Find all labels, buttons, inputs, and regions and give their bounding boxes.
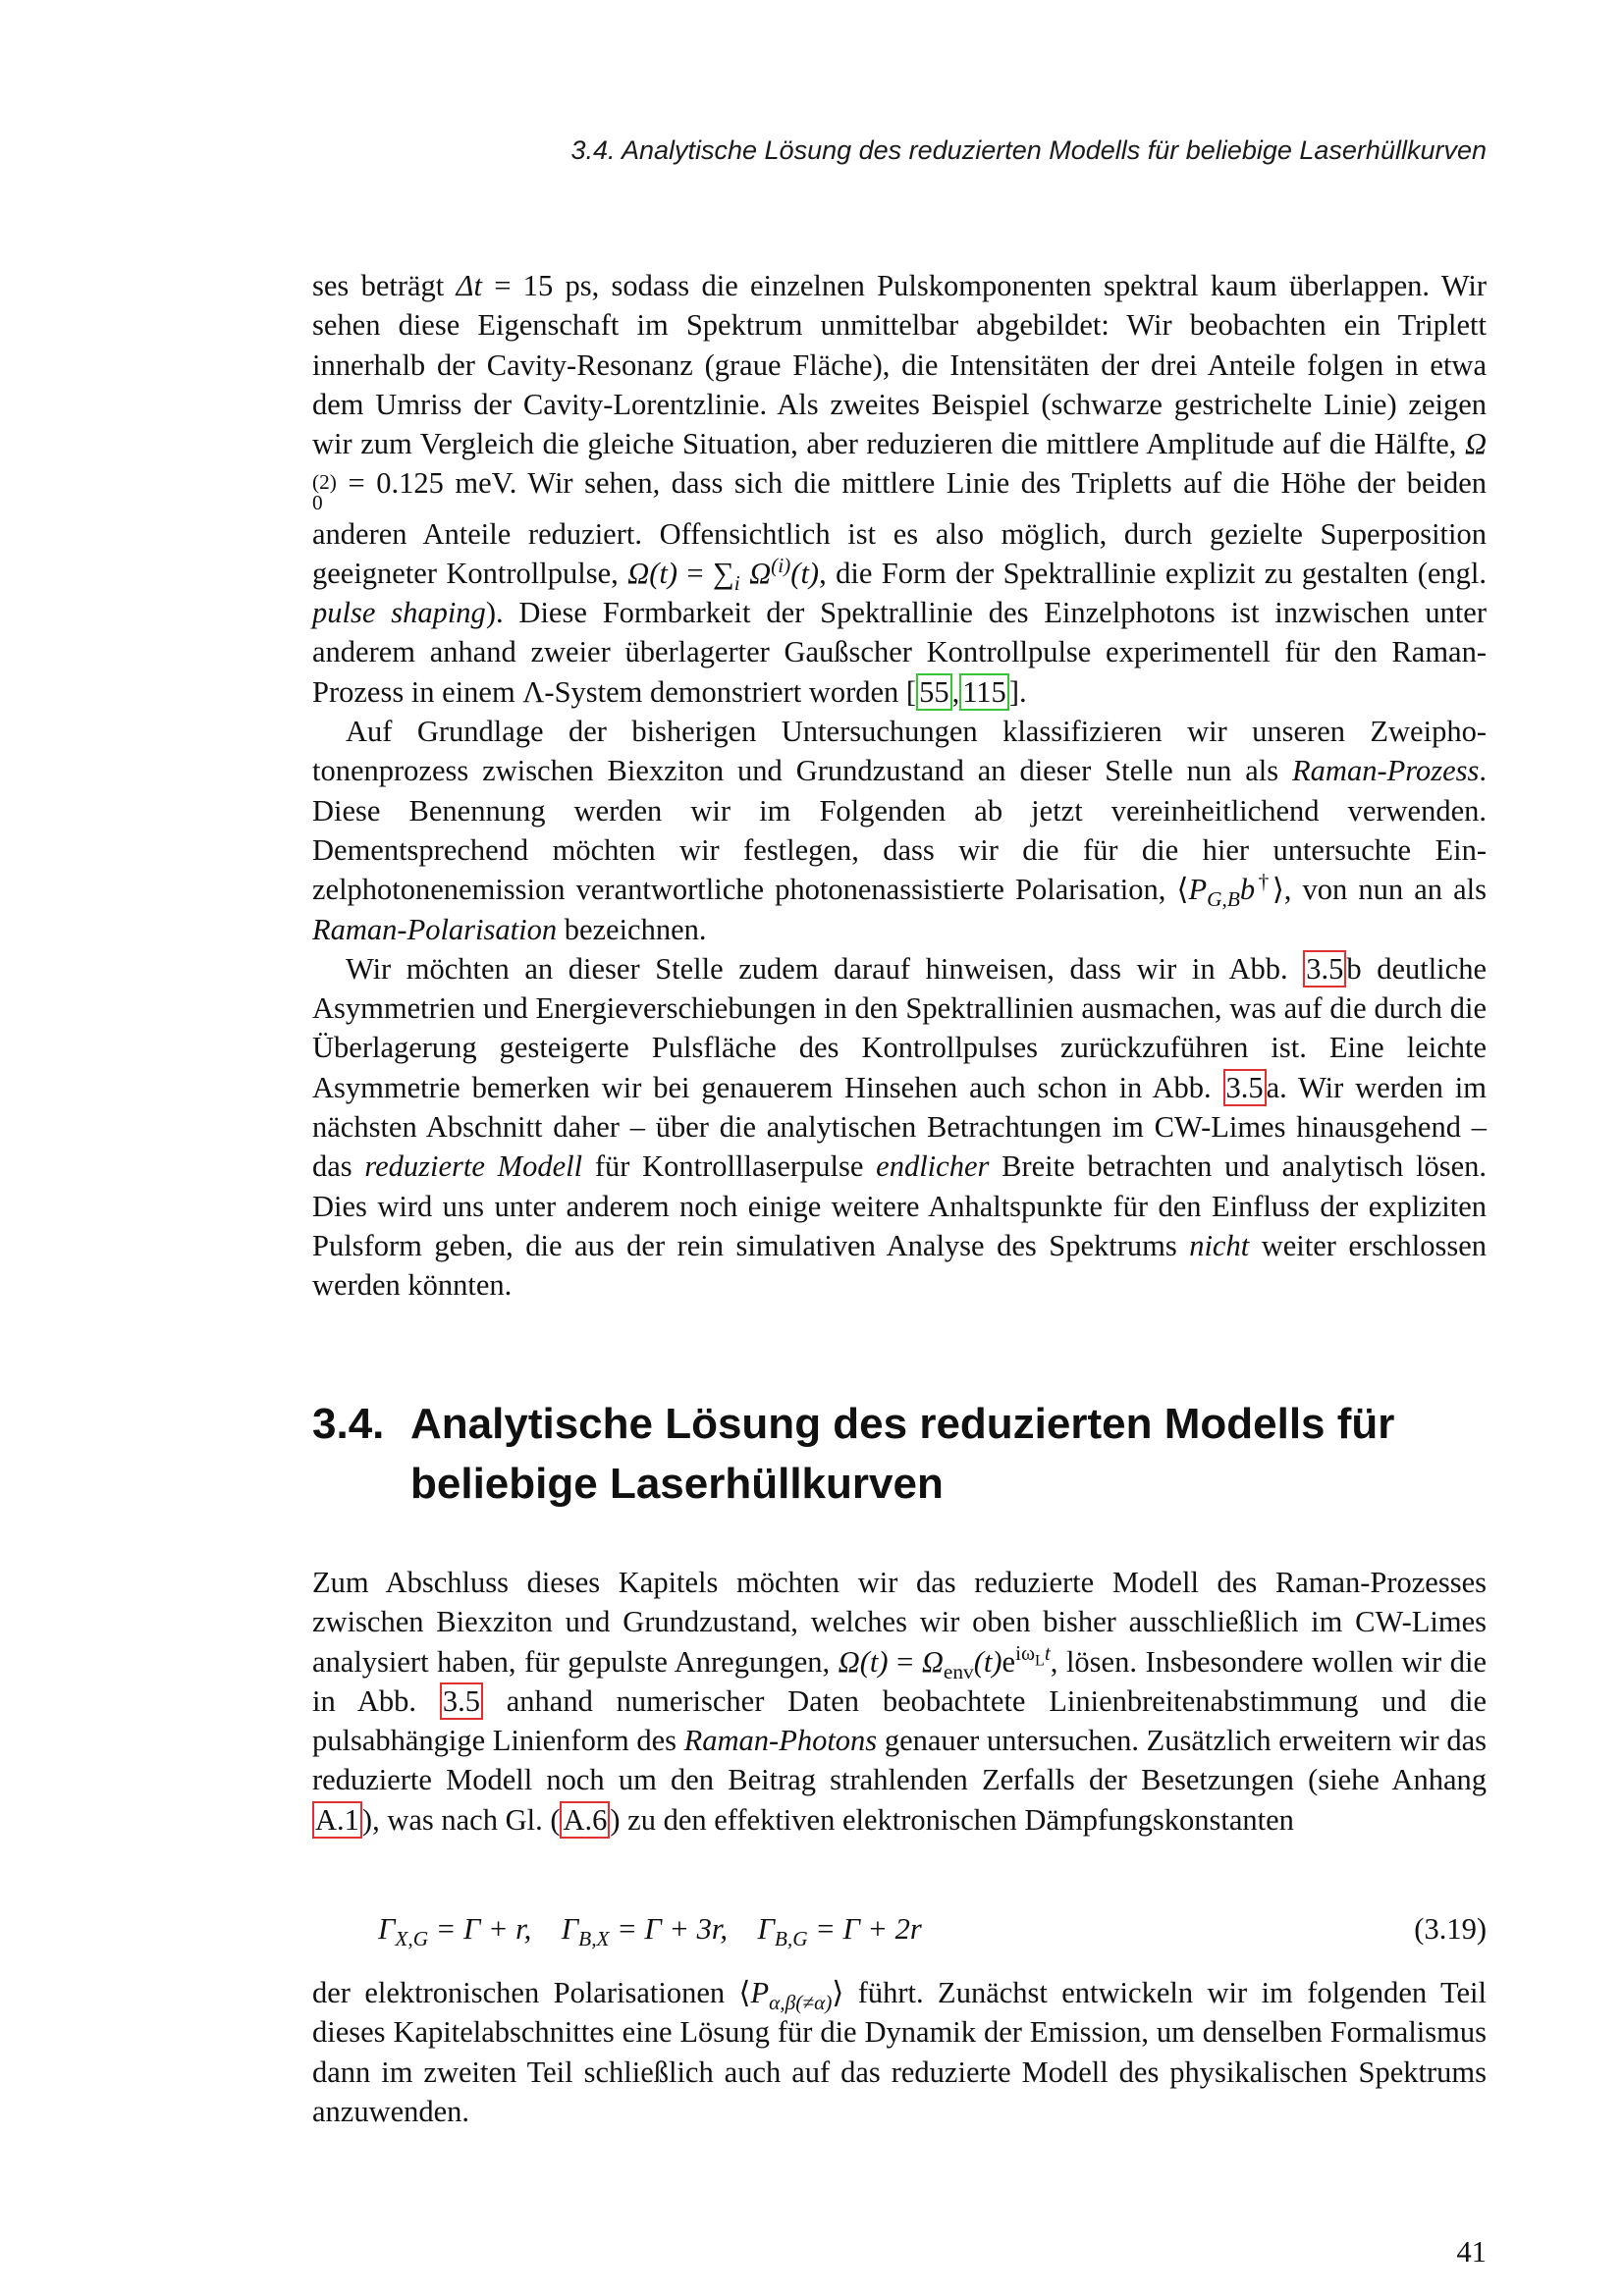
term-endlicher: endlicher bbox=[876, 1149, 990, 1184]
paragraph-2: Auf Grundlage der bisherigen Untersuchungen klassifizieren wir unseren Zweiphotonenprozess zwischen Biexziton und Grundzustand an dieser Stelle nun als Raman-Prozess. Diese Benennung werden wir im Folgenden ab jetzt vereinheitlichend verwenden. Dementsprechend möchten wir festlegen, dass wir die für die hier untersuchte Einzelphotonenemission verantwortliche photonenassistierte Polarisation, $⟨P_{G,B}b^\dagger⟩$, von nun an als Raman-Polarisation bezeichnen. bbox=[312, 715, 1488, 946]
term-reduzierte-modell: reduzierte Modell bbox=[364, 1149, 583, 1184]
equation-number: (3.19) bbox=[1414, 1912, 1487, 1946]
omega-t-lhs-2: Ω(t) bbox=[838, 1644, 889, 1679]
term-raman-prozess: Raman-Prozess bbox=[1292, 754, 1480, 788]
section-title: Analytische Lösung des reduzierten Modells für beliebige Laserhüllkurven bbox=[410, 1400, 1395, 1508]
equation-ref-link-a-6[interactable]: A.6 bbox=[560, 1801, 610, 1839]
figure-ref-link-3-5a[interactable]: 3.5 bbox=[1223, 1069, 1267, 1106]
term-nicht: nicht bbox=[1189, 1228, 1250, 1262]
paragraph-3: Wir möchten an dieser Stelle zudem darauf hinweisen, dass wir in Abb. 3.5b deutliche Asymmetrien und Energieverschiebungen in den Spektrallinien ausmachen, was auf die durch die Überlagerung gesteigerte Pulsfläche des Kontrollpulses zurückzuführen ist. Eine leichte Asymmetrie bemerken wir bei genauerem Hinsehen auch schon in Abb. 3.5a. Wir werden im nächsten Abschnitt daher – über die analytischen Betrachtungen im CW-Limes hinausgehend – das reduzierte Modell für Kontrolllaserpulse endlicher Breite betrachten und analytisch lösen. Dies wird uns unter anderem noch einige weitere Anhaltspunkte für den Einfluss der expliziten Pulsform geben, die aus der rein simulativen Analyse des Spektrums nicht weiter erschlossen werden könnten. bbox=[312, 951, 1487, 1303]
delta-t-symbol: Δt bbox=[456, 269, 482, 302]
omega-symbol: Ω bbox=[1464, 427, 1487, 461]
paragraph-5: der elektronischen Polarisationen $⟨P_{\alpha,\beta(\ne\alpha)}⟩$ führt. Zunächst entwickeln wir im folgenden Teil dieses Kapitelabschnittes eine Lösung für die Dynamik der Emission, um denselben Formalismus dann im zweiten Teil schließlich auch auf das reduzierte Modell des physikalischen Spektrums anzuwenden. bbox=[312, 1976, 1487, 2128]
omega-t-lhs: Ω(t) bbox=[627, 556, 677, 590]
sum-symbol: ∑ bbox=[713, 556, 734, 590]
running-head: 3.4. Analytische Lösung des reduzierten Modells für beliebige Laserhüllkurven bbox=[570, 135, 1487, 165]
section-body-top bbox=[312, 266, 1487, 1306]
appendix-ref-link-a-1[interactable]: A.1 bbox=[312, 1801, 362, 1839]
section-number: 3.4. bbox=[312, 1400, 385, 1448]
page-number: 41 bbox=[1456, 2235, 1487, 2269]
paragraph-4: Zum Abschluss dieses Kapitels möchten wir das reduzierte Modell des Raman-Prozesses zwischen Biexziton und Grundzustand, welches wir oben bisher ausschließlich im CW-Limes analysiert haben, für gepulste Anregungen, $\Omega(t) = \Omega_{env}(t)e^{i\omega_Lt}$, lösen. Insbesondere wollen wir die in Abb. 3.5 anhand numerischer Daten beobachtete Linienbreitenabstimmung und die pulsabhängige Linienform des Raman-Photons genauer untersuchen. Zusätzlich erweitern wir das reduzierte Modell noch um den Beitrag strahlenden Zerfalls der Besetzungen (siehe Anhang A.1), was nach Gl. (A.6) zu den effektiven elektronischen Dämpfungskonstanten bbox=[312, 1566, 1487, 1837]
figure-ref-link-3-5[interactable]: 3.5 bbox=[440, 1682, 483, 1720]
term-pulse-shaping: pulse shaping bbox=[312, 596, 486, 630]
citation-link-55[interactable]: 55 bbox=[916, 673, 952, 711]
term-raman-photons: Raman-Photons bbox=[683, 1724, 878, 1758]
citation-link-115[interactable]: 115 bbox=[959, 673, 1009, 711]
section-heading bbox=[312, 1394, 1487, 1514]
equation-3-19 bbox=[312, 1907, 1487, 1950]
term-raman-polarisation: Raman-Polarisation bbox=[312, 912, 558, 946]
section-body-intro bbox=[312, 1563, 1487, 1840]
omega-indices: (2) 0 bbox=[312, 469, 337, 515]
figure-ref-link-3-5b[interactable]: 3.5 bbox=[1303, 950, 1346, 988]
equation-expression: $\Gamma_{X,G} = \Gamma + r$, $\Gamma_{B,X} = \Gamma + 3r$, $\Gamma_{B,G} = \Gamma + 2r$ bbox=[378, 1912, 922, 1951]
section-body-continued bbox=[312, 1973, 1487, 2131]
paragraph-1: ses beträgt Δt = 15 ps, sodass die einzelnen Pulskomponenten spektral kaum überlappen. Wir sehen diese Eigenschaft im Spektrum unmittelbar abgebildet: Wir beobachten ein Triplett innerhalb der Cavity-Resonanz (graue Fläche), die Intensitäten der drei Anteile folgen in etwa dem Umriss der Cavity-Lorentzlinie. Als zweites Beispiel (schwarze gestrichelte Linie) zeigen wir zum Vergleich die gleiche Situation, aber reduzieren die mittlere Amplitude auf die Hälfte, Ω (2) 0 = 0.125 meV. Wir sehen, dass sich die mittlere Linie des Tripletts auf die Höhe der beiden anderen Anteile reduziert. Offensichtlich ist es also möglich, durch gezielte Superposition geeigneter Kontrollpulse, $\Omega(t) = \sum_i$ $\Omega^{(i)}(t)$, die Form der Spektrallinie explizit zu gestalten (engl. pulse shaping). Diese Formbarkeit der Spektrallinie des Einzelphotons ist inzwischen unter anderem anhand zweier überlagerter Gaußscher Kontrollpulse experimentell für den Raman-Prozess in einem Λ-System demonstriert worden [55,115]. bbox=[312, 269, 1487, 709]
